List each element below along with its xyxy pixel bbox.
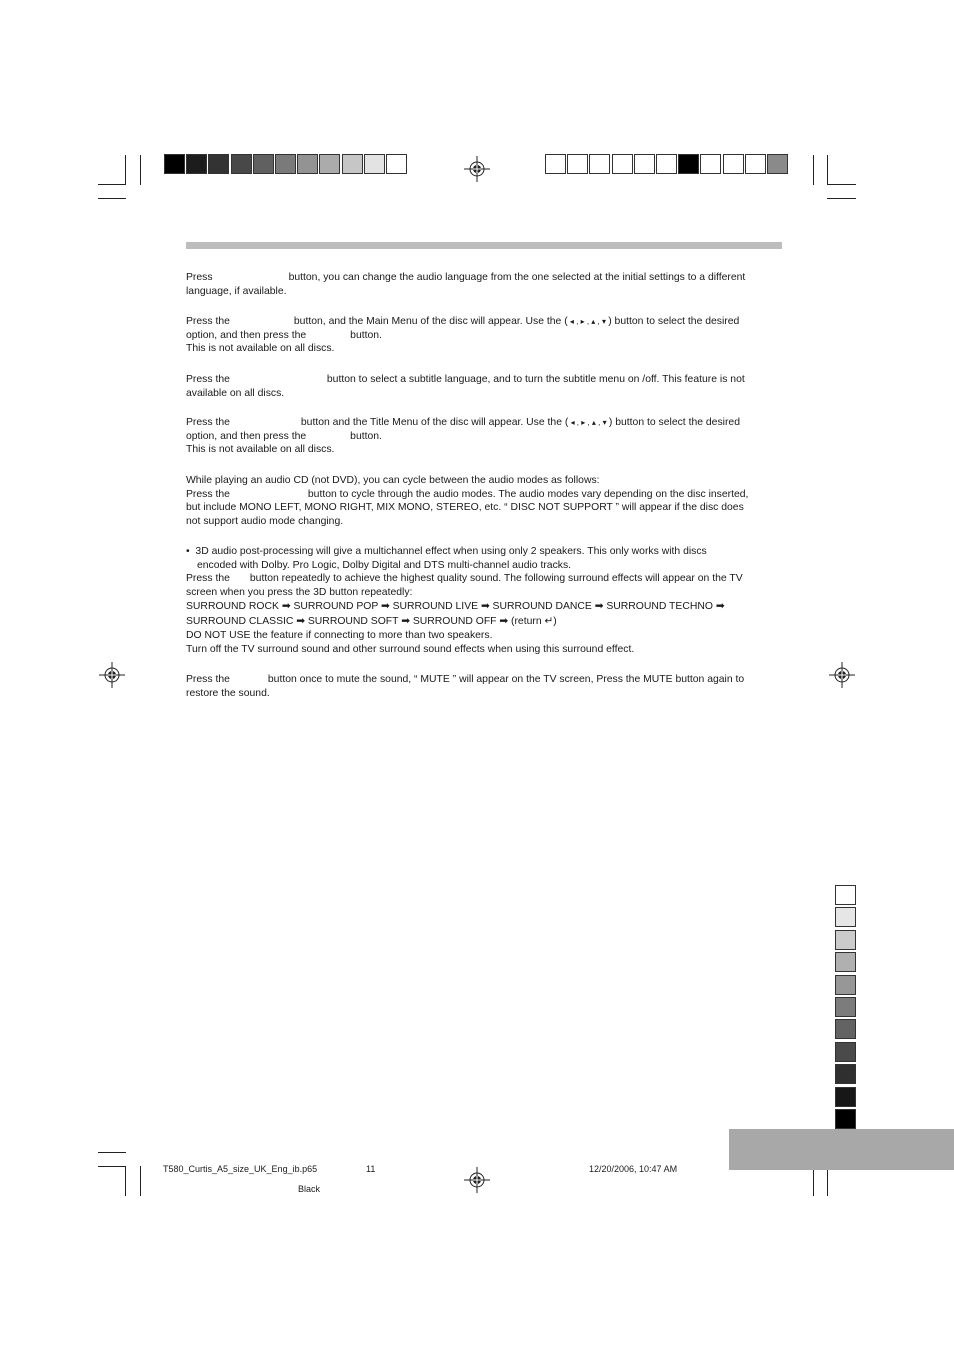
crop-mark <box>827 155 828 185</box>
text: This is not available on all discs. <box>186 343 335 355</box>
color-swatch <box>835 885 856 905</box>
crop-mark <box>827 1166 828 1196</box>
crop-mark <box>125 155 126 185</box>
crop-mark <box>140 1166 141 1196</box>
crop-mark <box>98 1166 126 1167</box>
color-swatch <box>767 154 788 174</box>
crop-mark <box>98 184 126 185</box>
text: Press the <box>186 674 230 685</box>
color-swatch <box>164 154 185 174</box>
text: button. <box>350 430 382 442</box>
color-swatch <box>186 154 207 174</box>
text: This is not available on all discs. <box>186 444 335 456</box>
footer-filename: T580_Curtis_A5_size_UK_Eng_ib.p65 <box>163 1164 318 1174</box>
text: button and the Title Menu of the disc will appear. Use the ( <box>300 417 569 428</box>
arrow-keys-icon: ◂ , ▸ , ▴ , ▾ <box>567 317 609 326</box>
color-swatch <box>723 154 744 174</box>
surround-effect-label: SURROUND LIVE <box>392 601 479 613</box>
color-swatch <box>678 154 699 174</box>
color-swatch <box>745 154 766 174</box>
text: ) button to select the desired <box>608 417 740 428</box>
subtitle-section <box>186 373 782 400</box>
audio-mode-section <box>186 474 782 528</box>
color-swatch <box>835 1064 856 1084</box>
arrow-right-icon: ➡ <box>478 601 493 613</box>
arrow-right-icon: ➡ <box>712 601 725 613</box>
title-section <box>186 416 782 457</box>
text: Turn off the TV surround sound and other surround sound effects when using this surround effect. <box>186 643 635 655</box>
color-swatch <box>612 154 633 174</box>
surround-section <box>186 545 782 657</box>
text: button to select a subtitle language, and to turn the subtitle menu on /off. This feature is not <box>326 374 745 385</box>
color-swatch <box>589 154 610 174</box>
surround-effect-label: SURROUND ROCK <box>186 601 279 613</box>
arrow-right-icon: ➡ <box>278 601 294 613</box>
text: While playing an audio CD (not DVD), you can cycle between the audio modes as follows: <box>186 475 600 486</box>
text: ) button to select the desired <box>608 316 740 327</box>
color-swatch <box>386 154 407 174</box>
text: option, and then press the <box>186 329 307 341</box>
crop-mark <box>813 1166 814 1196</box>
surround-effect-label: SURROUND CLASSIC <box>186 616 294 628</box>
text: Press the <box>186 573 230 585</box>
crop-mark <box>125 1166 126 1196</box>
color-swatch <box>835 952 856 972</box>
text: screen when you press the 3D button repeatedly: <box>186 586 413 598</box>
footer-page-number: 11 <box>366 1164 376 1174</box>
crop-mark <box>98 198 126 199</box>
color-swatch <box>835 975 856 995</box>
registration-mark-icon <box>464 1167 490 1193</box>
text: button to cycle through the audio modes. The audio modes vary depending on the disc inserted, <box>307 488 749 500</box>
page-tab <box>729 1129 954 1170</box>
color-swatch <box>835 1019 856 1039</box>
text: button once to mute the sound, “ MUTE ” will appear on the TV screen, Press the MUTE button again to <box>267 674 745 685</box>
color-swatch <box>297 154 318 174</box>
surround-effects-row <box>186 614 782 629</box>
color-swatch <box>835 997 856 1017</box>
color-swatch <box>545 154 566 174</box>
color-swatch <box>835 1109 856 1129</box>
surround-effects-row <box>186 599 782 614</box>
arrow-right-icon: ➡ <box>378 601 393 613</box>
registration-mark-icon <box>464 156 490 182</box>
color-swatch <box>835 907 856 927</box>
text: available on all discs. <box>186 387 285 399</box>
color-swatch <box>364 154 385 174</box>
header-bar <box>186 242 782 249</box>
crop-mark <box>827 198 856 199</box>
crop-mark <box>98 1152 126 1153</box>
arrow-right-icon: ➡ <box>496 616 511 628</box>
text: button, and the Main Menu of the disc will appear. Use the ( <box>293 316 568 327</box>
text: button repeatedly to achieve the highest quality sound. The following surround effects will appear on the TV <box>249 573 743 585</box>
bullet-icon: • <box>186 546 196 557</box>
text: button, you can change the audio language from the one selected at the initial settings to a different <box>288 272 746 283</box>
color-swatch <box>253 154 274 174</box>
surround-effect-label: SURROUND DANCE <box>492 601 592 613</box>
text: encoded with Dolby. Pro Logic, Dolby Digital and DTS multi-channel audio tracks. <box>197 559 572 571</box>
footer-datetime: 12/20/2006, 10:47 AM <box>589 1164 678 1174</box>
color-swatch <box>835 930 856 950</box>
text: DO NOT USE the feature if connecting to more than two speakers. <box>186 630 493 642</box>
return-icon: ↵ <box>544 616 554 628</box>
return-close: ) <box>553 616 557 628</box>
text: Press the <box>186 417 230 428</box>
color-swatch <box>319 154 340 174</box>
surround-effect-label: SURROUND OFF <box>412 616 497 628</box>
surround-effect-label: SURROUND TECHNO <box>606 601 713 613</box>
text: but include MONO LEFT, MONO RIGHT, MIX MONO, STEREO, etc. “ DISC NOT SUPPORT ” will appear if the disc does <box>186 502 744 514</box>
color-swatch <box>567 154 588 174</box>
text: not support audio mode changing. <box>186 515 344 527</box>
text: button. <box>350 329 382 341</box>
color-swatch <box>835 1087 856 1107</box>
arrow-keys-icon: ◂ , ▸ , ▴ , ▾ <box>568 418 609 427</box>
registration-mark-icon <box>829 662 855 688</box>
registration-mark-icon <box>99 662 125 688</box>
color-swatch <box>656 154 677 174</box>
surround-effect-label: SURROUND POP <box>293 601 379 613</box>
audio-section <box>186 271 782 298</box>
text: Press the <box>186 374 230 385</box>
footer-plate: Black <box>298 1184 321 1194</box>
color-swatch <box>275 154 296 174</box>
color-swatch <box>700 154 721 174</box>
menu-section <box>186 315 782 356</box>
color-swatch <box>231 154 252 174</box>
color-swatch <box>835 1042 856 1062</box>
crop-mark <box>140 155 141 185</box>
text: 3D audio post-processing will give a multichannel effect when using only 2 speakers. This only works with discs <box>195 546 707 557</box>
color-swatch <box>634 154 655 174</box>
arrow-right-icon: ➡ <box>591 601 607 613</box>
text: language, if available. <box>186 285 287 297</box>
text: Press the <box>186 488 230 500</box>
text: Press <box>186 272 213 283</box>
arrow-right-icon: ➡ <box>398 616 413 628</box>
surround-effect-label: SURROUND SOFT <box>307 616 399 628</box>
crop-mark <box>827 184 856 185</box>
text: option, and then press the <box>186 430 307 442</box>
return-text: (return <box>511 616 545 628</box>
arrow-right-icon: ➡ <box>293 616 308 628</box>
mute-section <box>186 673 782 700</box>
text: restore the sound. <box>186 687 270 699</box>
text: Press the <box>186 316 230 327</box>
color-swatch <box>342 154 363 174</box>
color-swatch <box>208 154 229 174</box>
crop-mark <box>813 155 814 185</box>
